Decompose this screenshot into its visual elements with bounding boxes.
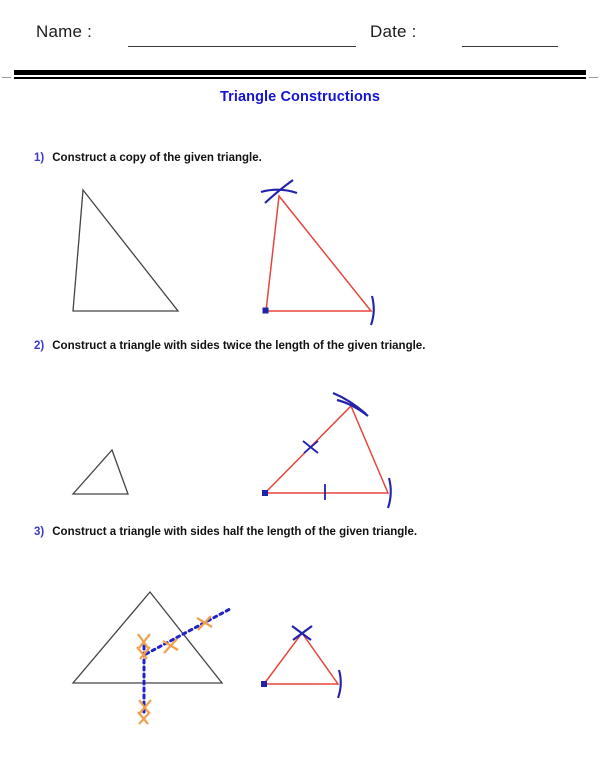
arc-cross-apex-2b xyxy=(337,400,368,416)
x-cross-apex-3a xyxy=(292,626,311,640)
question-1 xyxy=(34,152,262,164)
question-1-text: Construct a copy of the given triangle. xyxy=(52,152,262,164)
x-mark-left-side-2b xyxy=(304,441,318,453)
question-2-text: Construct a triangle with sides twice the length of the given triangle. xyxy=(52,340,426,352)
question-3-number: 3) xyxy=(34,526,45,538)
header-divider-rule xyxy=(14,70,586,79)
arc-cross-apex-1a xyxy=(261,190,297,193)
square-dot-left-3 xyxy=(261,681,267,687)
question-3 xyxy=(34,526,417,538)
header-fields xyxy=(0,22,600,54)
arc-cross-apex-2a xyxy=(333,393,366,414)
dotted-bisector-diagonal-3 xyxy=(146,609,230,654)
question-1-number: 1) xyxy=(34,152,45,164)
orange-x-mark-c xyxy=(139,700,151,713)
constructed-triangle-1 xyxy=(266,196,371,311)
rule-inner-gap xyxy=(14,75,586,77)
name-label: Name : xyxy=(36,22,92,41)
constructed-triangle-3 xyxy=(264,633,338,684)
date-input-line[interactable] xyxy=(462,46,558,47)
orange-x-marks-3 xyxy=(137,616,212,724)
orange-x-mark-e xyxy=(163,639,178,653)
arc-right-2 xyxy=(388,478,391,508)
name-input-line[interactable] xyxy=(128,46,356,47)
x-cross-apex-3b xyxy=(293,626,312,640)
arc-right-1 xyxy=(371,296,374,325)
date-label: Date : xyxy=(370,22,417,41)
arc-cross-apex-1b xyxy=(265,180,293,203)
given-triangle-2 xyxy=(73,450,128,494)
constructed-triangle-2 xyxy=(265,406,388,493)
square-dot-left-1 xyxy=(263,308,269,314)
given-triangle-3 xyxy=(73,592,222,683)
question-2 xyxy=(34,340,425,352)
arc-right-3 xyxy=(338,670,341,698)
page-title: Triangle Constructions xyxy=(219,89,381,105)
given-triangle-1 xyxy=(73,190,178,311)
x-mark-left-side-2a xyxy=(303,441,318,453)
orange-x-mark-a xyxy=(138,634,150,648)
question-3-text: Construct a triangle with sides half the length of the given triangle. xyxy=(52,526,418,538)
rule-tick-left xyxy=(2,77,11,78)
orange-x-mark-d xyxy=(138,712,150,724)
rule-tick-right xyxy=(589,77,598,78)
square-dot-left-2 xyxy=(262,490,268,496)
orange-x-mark-f xyxy=(197,616,212,630)
orange-x-mark-b xyxy=(137,647,150,659)
question-2-number: 2) xyxy=(34,340,45,352)
